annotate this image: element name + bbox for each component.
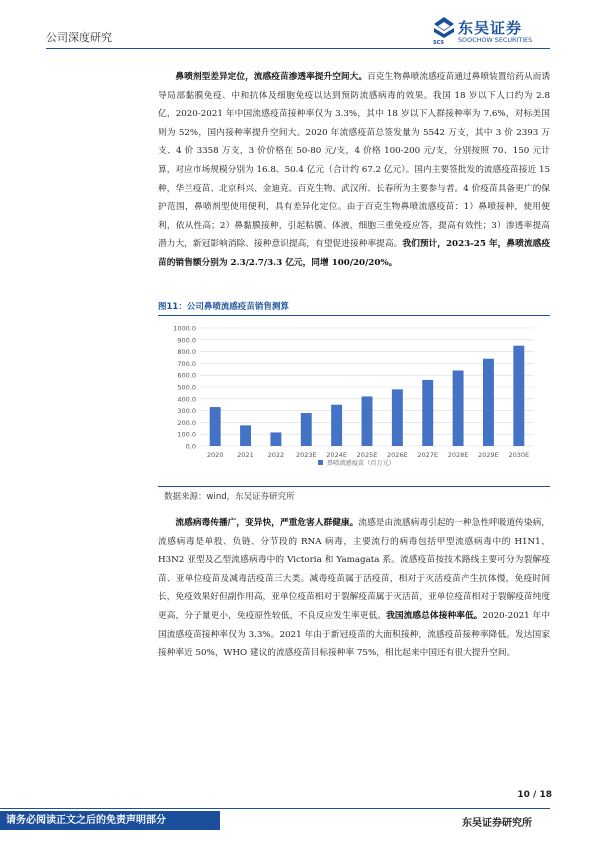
bar	[422, 380, 433, 446]
figure-title: 图11：公司鼻喷流感疫苗销售测算	[158, 302, 289, 312]
paragraph-body: 百克生物鼻喷流感疫苗通过鼻喷装置给药从而诱导局部黏膜免疫、中和抗体及细胞免疫以达到预防流感病毒的效果。我国 18 岁以下人口约为 2.8 亿，2020-2021 年中国流感疫苗接种率仅为 3.3%，其中 18 岁以下人群接种率为 7.6%，对标美国则为 52%，国内接种率提升空间大。2020 年流感疫苗总签发量为 5542 万支，其中 3 价 2393 万支、4 价 3358 万支，3 价价格在 50-80 元/支，4 价格 100-200 元/支，分别按照 70、150 元计算，对应市场规模分别为 16.8、50.4 亿元（合计约 67.2 亿元）。国内主要签批发的流感疫苗接近 15 种，华兰疫苗、北京科兴、金迪克、百克生物、武汉所、长春所为主要参与者。4 价疫苗具备更广的保护范围，鼻喷剂型使用便利，具有差异化定位。由于百克生物鼻喷流感疫苗：1）鼻喷接种，使用便利，依从性高；2）鼻黏膜接种，引起粘膜、体液、细胞三重免疫应答，提高有效性；3）渗透率提高潜力大，新冠影响消除、接种意识提高，有望促进接种率提高。	[158, 72, 551, 250]
x-tick-label: 2021	[237, 451, 254, 459]
paragraph-nasal-spray	[158, 68, 550, 273]
x-tick-label: 2028E	[447, 451, 469, 459]
report-type-label: 公司深度研究	[46, 31, 112, 44]
footer-divider	[0, 808, 550, 809]
bar	[210, 407, 221, 446]
bar	[392, 389, 403, 446]
x-tick-label: 2020	[206, 451, 224, 459]
figure-top-divider	[158, 315, 550, 316]
bar	[483, 359, 494, 446]
paragraph-influenza	[158, 514, 550, 663]
bar	[453, 370, 464, 446]
x-tick-label: 2027E	[417, 451, 439, 459]
paragraph-mid-2: 我国流感总体接种率低。	[386, 610, 483, 621]
figure-source: 数据来源：wind，东吴证券研究所	[164, 492, 295, 502]
y-tick-label: 400.0	[177, 395, 196, 404]
x-tick-label: 2026E	[387, 451, 408, 459]
paragraph-body-2a: 流感是由流感病毒引起的一种急性呼吸道传染病，流感病毒是单股、负链、分节段的 RNA 病毒，主要流行的病毒包括甲型流感病毒中的 H1N1、H3N2 亚型及乙型流感病毒中的 Victoria 和 Yamagata 系。流感疫苗按技术路线主要可分为裂解疫苗、亚单位疫苗及减毒活疫苗三大类。减毒疫苗属于活疫苗，相对于灭活疫苗产生抗体慢，免疫时间长，免疫效果好但副作用高，亚单位疫苗相对于裂解疫苗属于灭活苗，亚单位疫苗相对于裂解疫苗纯度更高，分子量更小，免疫原性较低，不良反应发生率更低。	[158, 518, 551, 621]
paragraph-forecast: 我们预计，2023-25 年，鼻喷流感疫苗的销售额分别为 2.3/2.7/3.3 亿元，同增 100/20/20%。	[158, 239, 551, 268]
y-tick-label: 900.0	[177, 336, 196, 345]
figure-bottom-divider	[158, 486, 550, 487]
disclaimer-banner: 请务必阅读正文之后的免责声明部分	[0, 811, 220, 830]
y-tick-label: 800.0	[177, 348, 196, 357]
legend-label: 鼻喷流感疫苗（百万元）	[327, 460, 396, 467]
page-number: 10 / 18	[517, 790, 552, 800]
bar	[513, 346, 524, 446]
bar	[240, 425, 251, 446]
logo-name: 东吴证券	[458, 19, 523, 37]
y-tick-label: 100.0	[177, 430, 196, 439]
legend-swatch	[318, 460, 323, 465]
y-tick-label: 200.0	[177, 418, 196, 427]
header-divider	[46, 48, 550, 49]
company-logo	[432, 16, 558, 50]
y-tick-label: 700.0	[177, 359, 196, 368]
y-tick-label: 0.0	[185, 442, 196, 451]
sales-bar-chart	[158, 318, 550, 484]
bar	[270, 432, 281, 446]
x-tick-label: 2029E	[478, 451, 499, 459]
x-tick-label: 2022	[267, 451, 285, 459]
paragraph-body-2b: 2020-2021 年中国流感疫苗接种率仅为 3.3%。2021 年由于新冠疫苗的大面积接种，流感疫苗接种率降低。发达国家接种率近 50%，WHO 建议的流感疫苗目标接种率 75%，相比起来中国还有很大提升空间。	[158, 610, 551, 659]
logo-english-name: SOOCHOW SECURITIES	[458, 36, 533, 44]
y-tick-label: 1000.0	[173, 324, 196, 333]
paragraph-lead-2: 流感病毒传播广，变异快，严重危害人群健康。	[175, 518, 359, 528]
x-tick-label: 2025E	[356, 451, 378, 459]
x-tick-label: 2024E	[326, 451, 347, 459]
x-tick-label: 2030E	[508, 451, 530, 459]
logo-mark-text: SCS	[433, 40, 444, 46]
y-tick-label: 300.0	[177, 407, 196, 416]
x-tick-label: 2023E	[295, 451, 317, 459]
y-tick-label: 600.0	[177, 371, 196, 380]
bar	[362, 396, 373, 446]
bar	[301, 413, 312, 446]
y-tick-label: 500.0	[177, 383, 196, 392]
paragraph-lead: 鼻喷剂型差异定位，流感疫苗渗透率提升空间大。	[175, 72, 368, 82]
research-institute-name: 东吴证券研究所	[462, 818, 532, 829]
bar	[331, 405, 342, 446]
